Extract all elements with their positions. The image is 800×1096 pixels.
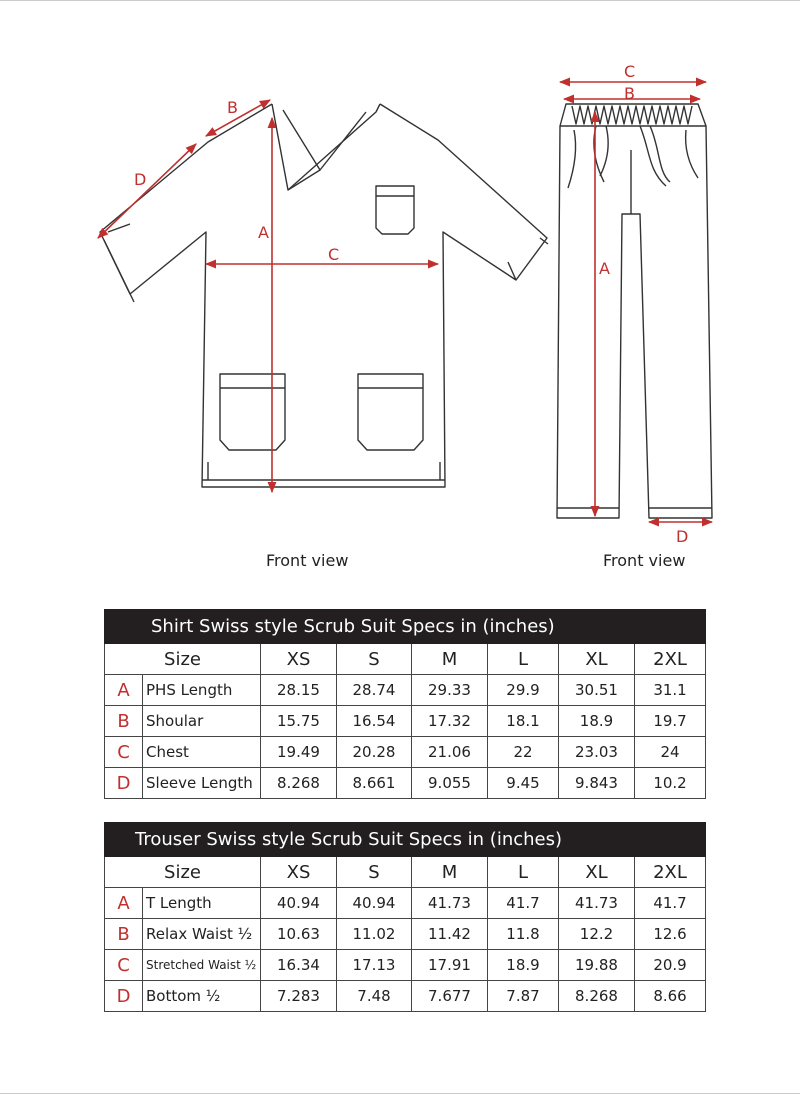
- shirt-outline: [100, 104, 548, 487]
- size-col: M: [412, 644, 488, 675]
- cell: 19.7: [635, 706, 706, 737]
- trouser-table-title: Trouser Swiss style Scrub Suit Specs in (inches): [105, 823, 706, 857]
- cell: 8.66: [635, 981, 706, 1012]
- shirt-spec-table: [104, 609, 706, 799]
- row-letter: A: [105, 675, 143, 706]
- cell: 23.03: [559, 737, 635, 768]
- shirt-label-d: D: [134, 170, 147, 189]
- cell: 7.677: [412, 981, 488, 1012]
- cell: 17.91: [412, 950, 488, 981]
- bottom-frame-line: [0, 1093, 800, 1094]
- cell: 10.63: [261, 919, 337, 950]
- cell: 16.34: [261, 950, 337, 981]
- row-param: PHS Length: [143, 675, 261, 706]
- table-row: [105, 888, 706, 919]
- table-row: [105, 706, 706, 737]
- size-col: S: [337, 857, 412, 888]
- row-letter: D: [105, 768, 143, 799]
- cell: 29.9: [488, 675, 559, 706]
- cell: 18.9: [559, 706, 635, 737]
- cell: 9.843: [559, 768, 635, 799]
- cell: 20.28: [337, 737, 412, 768]
- size-col: XS: [261, 857, 337, 888]
- shirt-caption: Front view: [266, 551, 349, 570]
- cell: 8.661: [337, 768, 412, 799]
- trouser-outline: [557, 104, 712, 518]
- cell: 31.1: [635, 675, 706, 706]
- row-letter: B: [105, 919, 143, 950]
- cell: 40.94: [337, 888, 412, 919]
- cell: 24: [635, 737, 706, 768]
- cell: 28.15: [261, 675, 337, 706]
- cell: 7.87: [488, 981, 559, 1012]
- cell: 41.7: [488, 888, 559, 919]
- table-header-row: [105, 644, 706, 675]
- cell: 40.94: [261, 888, 337, 919]
- cell: 17.13: [337, 950, 412, 981]
- row-letter: A: [105, 888, 143, 919]
- row-param: Sleeve Length: [143, 768, 261, 799]
- trouser-label-d: D: [676, 527, 689, 546]
- cell: 21.06: [412, 737, 488, 768]
- shirt-dim-b-line: [206, 100, 270, 136]
- table-row: [105, 919, 706, 950]
- cell: 19.49: [261, 737, 337, 768]
- size-header: Size: [105, 857, 261, 888]
- row-letter: C: [105, 737, 143, 768]
- trouser-caption: Front view: [603, 551, 686, 570]
- row-param: T Length: [143, 888, 261, 919]
- cell: 9.055: [412, 768, 488, 799]
- table-header-row: [105, 857, 706, 888]
- cell: 41.73: [412, 888, 488, 919]
- row-param: Shoular: [143, 706, 261, 737]
- size-col: 2XL: [635, 857, 706, 888]
- size-col: L: [488, 644, 559, 675]
- cell: 15.75: [261, 706, 337, 737]
- size-col: M: [412, 857, 488, 888]
- shirt-table-title: Shirt Swiss style Scrub Suit Specs in (inches): [105, 610, 706, 644]
- row-param: Bottom ½: [143, 981, 261, 1012]
- size-col: L: [488, 857, 559, 888]
- size-col: XL: [559, 857, 635, 888]
- cell: 12.2: [559, 919, 635, 950]
- trouser-spec-table: [104, 822, 706, 1012]
- cell: 11.8: [488, 919, 559, 950]
- size-col: XL: [559, 644, 635, 675]
- cell: 16.54: [337, 706, 412, 737]
- cell: 18.1: [488, 706, 559, 737]
- row-letter: D: [105, 981, 143, 1012]
- cell: 28.74: [337, 675, 412, 706]
- row-param: Chest: [143, 737, 261, 768]
- table-row: [105, 981, 706, 1012]
- cell: 11.42: [412, 919, 488, 950]
- cell: 8.268: [559, 981, 635, 1012]
- cell: 11.02: [337, 919, 412, 950]
- cell: 9.45: [488, 768, 559, 799]
- trouser-label-b: B: [624, 84, 635, 103]
- shirt-label-a: A: [258, 223, 269, 242]
- shirt-dim-d-line: [98, 144, 196, 238]
- cell: 12.6: [635, 919, 706, 950]
- cell: 7.48: [337, 981, 412, 1012]
- size-col: S: [337, 644, 412, 675]
- shirt-label-c: C: [328, 245, 340, 264]
- cell: 30.51: [559, 675, 635, 706]
- row-letter: B: [105, 706, 143, 737]
- cell: 18.9: [488, 950, 559, 981]
- cell: 20.9: [635, 950, 706, 981]
- table-row: [105, 737, 706, 768]
- table-row: [105, 950, 706, 981]
- size-col: XS: [261, 644, 337, 675]
- table-row: [105, 675, 706, 706]
- table-row: [105, 768, 706, 799]
- size-header: Size: [105, 644, 261, 675]
- cell: 41.73: [559, 888, 635, 919]
- trouser-label-c: C: [624, 62, 636, 81]
- cell: 22: [488, 737, 559, 768]
- size-col: 2XL: [635, 644, 706, 675]
- row-param: Stretched Waist ½: [143, 950, 261, 981]
- trouser-label-a: A: [599, 259, 610, 278]
- cell: 41.7: [635, 888, 706, 919]
- row-param: Relax Waist ½: [143, 919, 261, 950]
- shirt-label-b: B: [227, 98, 238, 117]
- cell: 10.2: [635, 768, 706, 799]
- cell: 19.88: [559, 950, 635, 981]
- cell: 7.283: [261, 981, 337, 1012]
- cell: 8.268: [261, 768, 337, 799]
- cell: 29.33: [412, 675, 488, 706]
- cell: 17.32: [412, 706, 488, 737]
- row-letter: C: [105, 950, 143, 981]
